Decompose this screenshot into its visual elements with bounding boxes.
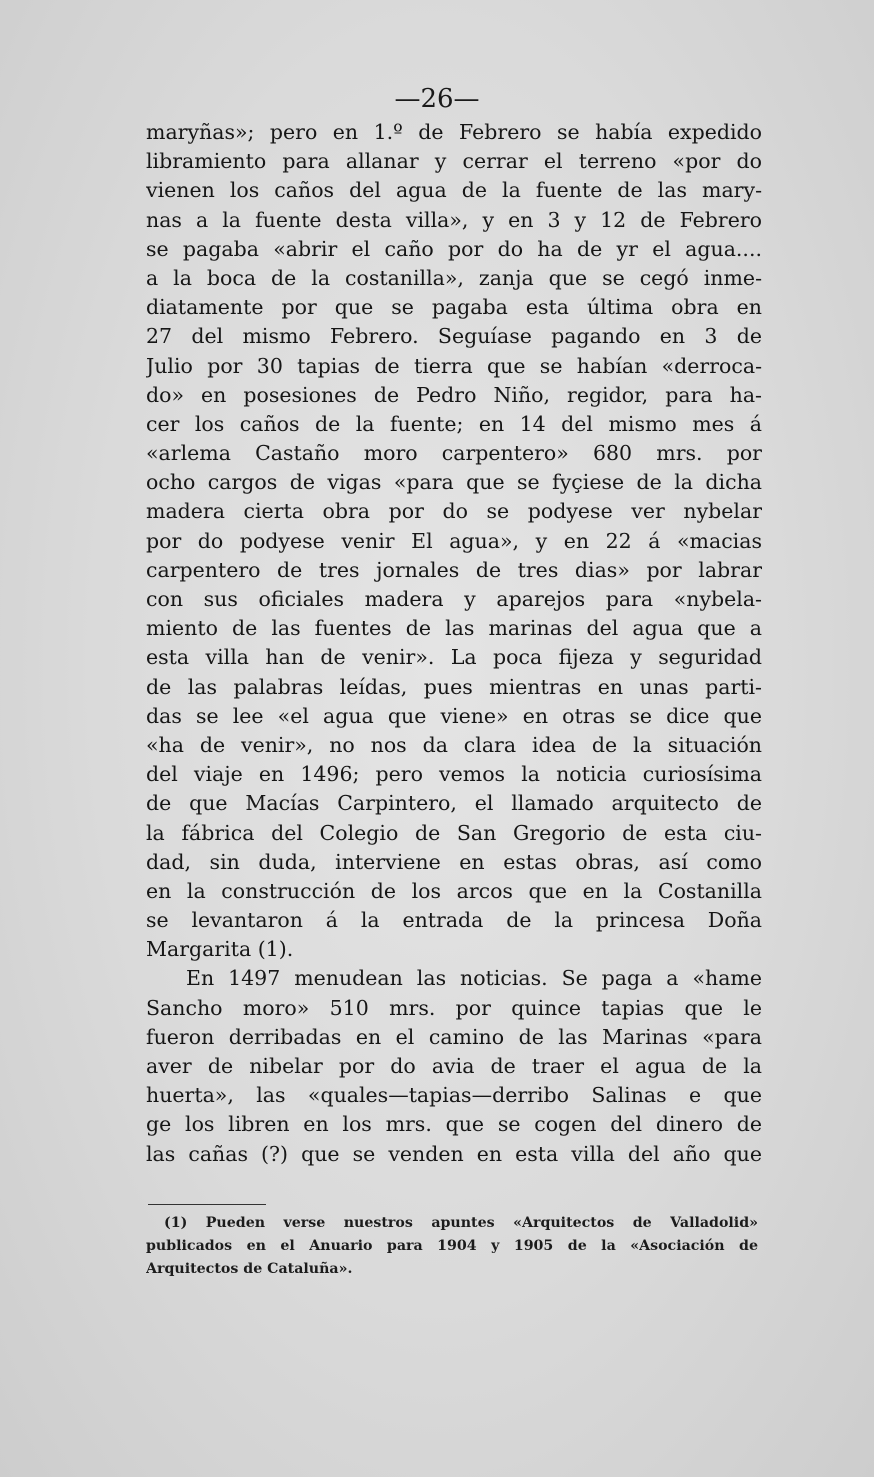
body-text [146,118,762,1169]
text-line: ge los libren en los mrs. que se cogen del dinero de [146,1112,762,1137]
text-line: ocho cargos de vigas «para que se fyçiese de la dicha [146,470,762,495]
text-line: maryñas»; pero en 1.º de Febrero se había expedido [146,120,762,144]
text-line: en la construcción de los arcos que en la Costanilla [146,878,762,903]
text-line: de las palabras leídas, pues mientras en unas parti- [146,674,762,699]
text-line: vienen los caños del agua de la fuente de las mary- [146,178,762,203]
text-line: fueron derribadas en el camino de las Marinas «para [146,1024,762,1049]
text-line: Sancho moro» 510 mrs. por quince tapias que le [146,995,762,1020]
text-line: aver de nibelar por do avia de traer el agua de la [146,1054,762,1078]
text-line: das se lee «el agua que viene» en otras se dice que [146,703,762,728]
text-line: se pagaba «abrir el caño por do ha de yr el agua.... [146,236,762,261]
text-line: por do podyese venir El agua», y en 22 á «macias [146,528,762,553]
text-line: Julio por 30 tapias de tierra que se habían «derroca- [146,353,762,378]
text-line-paragraph-start: En 1497 menudean las noticias. Se paga a «hame [186,966,762,991]
page-number: —26— [394,84,480,114]
text-line: miento de las fuentes de las marinas del agua que a [146,616,762,641]
footnote-rule [148,1204,266,1205]
text-line: con sus oficiales madera y aparejos para «nybela- [146,587,762,611]
footnote [146,1212,758,1281]
text-line: las cañas (?) que se venden en esta villa del año que [146,1141,762,1166]
footnote-line: publicados en el Anuario para 1904 y 1905 de la «Asociación de [146,1238,758,1254]
text-line: la fábrica del Colegio de San Gregorio de esta ciu- [146,820,762,845]
text-line: do» en posesiones de Pedro Niño, regidor, para ha- [146,382,762,407]
text-line: Margarita (1). [146,937,294,962]
text-line: diatamente por que se pagaba esta última obra en [146,295,762,320]
text-line: dad, sin duda, interviene en estas obras, así como [146,849,762,874]
text-line: cer los caños de la fuente; en 14 del mismo mes á [146,411,762,436]
footnote-line: (1) Pueden verse nuestros apuntes «Arquitectos de Valladolid» [164,1215,758,1231]
text-line: a la boca de la costanilla», zanja que se cegó inme- [146,265,762,290]
text-line: del viaje en 1496; pero vemos la noticia curiosísima [146,762,762,787]
text-line: se levantaron á la entrada de la princesa Doña [146,908,762,933]
footnote-line: Arquitectos de Cataluña». [146,1261,353,1277]
text-line: carpentero de tres jornales de tres dias» por labrar [146,557,762,582]
text-line: de que Macías Carpintero, el llamado arquitecto de [146,791,762,816]
text-line: «ha de venir», no nos da clara idea de la situación [146,732,762,757]
text-line: huerta», las «quales—tapias—derribo Salinas e que [146,1083,762,1108]
text-line: nas a la fuente desta villa», y en 3 y 12 de Febrero [146,207,762,232]
text-line: «arlema Castaño moro carpentero» 680 mrs. por [146,441,762,466]
text-line: libramiento para allanar y cerrar el terreno «por do [146,149,762,174]
text-line: madera cierta obra por do se podyese ver nybelar [146,499,762,524]
text-line: esta villa han de venir». La poca fijeza y seguridad [146,645,762,670]
text-line: 27 del mismo Febrero. Seguíase pagando en 3 de [146,324,762,349]
